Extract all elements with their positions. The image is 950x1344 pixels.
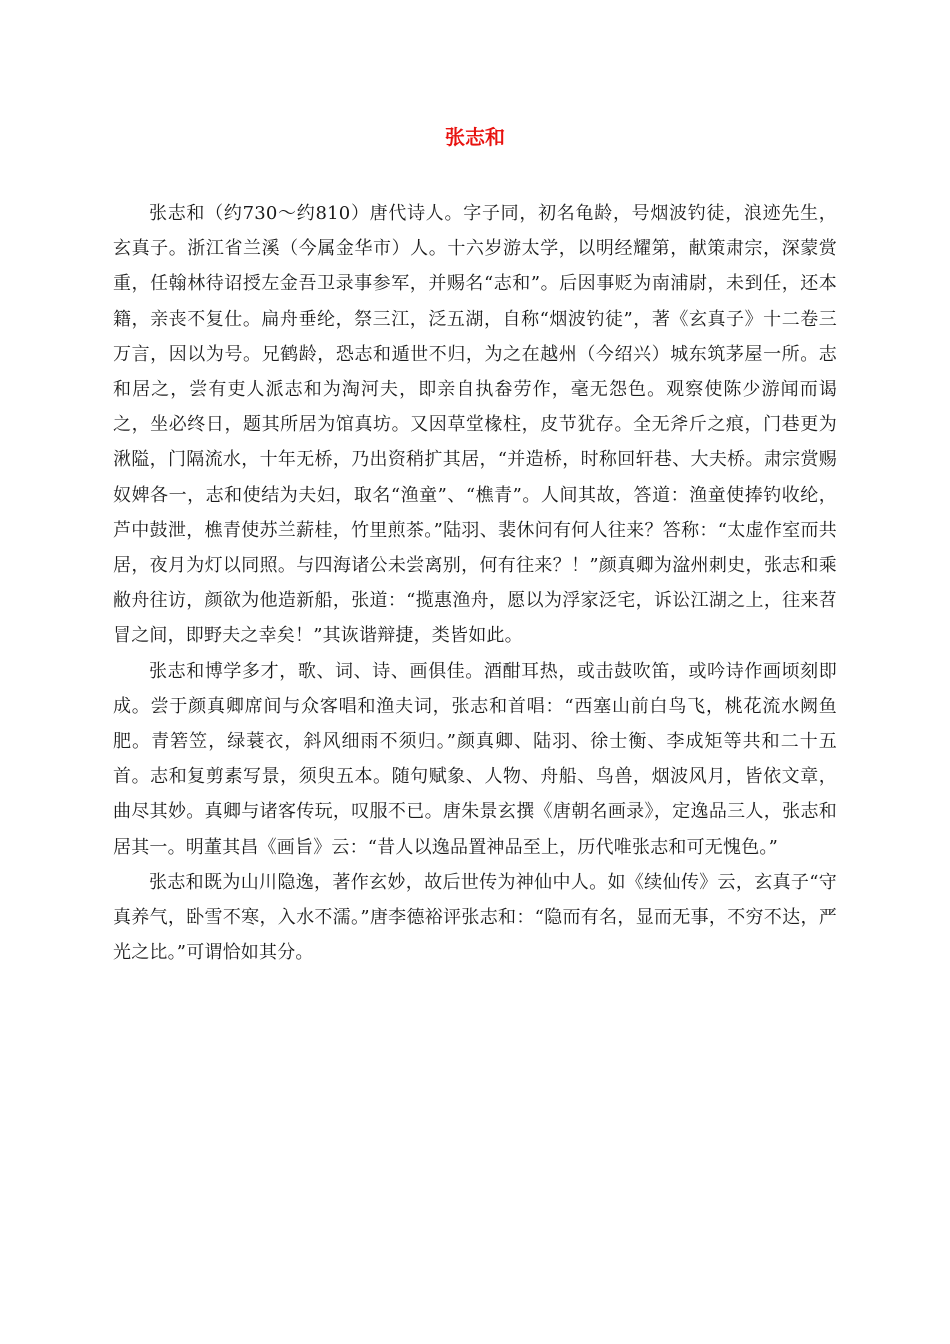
paragraph-biography: 张志和（约730～约810）唐代诗人。字子同，初名龟龄，号烟波钓徒，浪迹先生，玄真子。浙江省兰溪（今属金华市）人。十六岁游太学，以明经耀第，献策肃宗，深蒙赏重，任翰林待诏授左金吾卫录事参军，并赐名“志和”。后因事贬为南浦尉，未到任，还本籍，亲丧不复仕。扁舟垂纶，祭三江，泛五湖，自称“烟波钓徒”，著《玄真子》十二卷三万言，因以为号。兄鹤龄，恐志和遁世不归，为之在越州（今绍兴）城东筑茅屋一所。志和居之，尝有吏人派志和为淘河夫，即亲自执畚劳作，毫无怨色。观察使陈少游闻而谒之，坐必终日，题其所居为馆真坊。又因草堂椽柱，皮节犹存。全无斧斤之痕，门巷更为湫隘，门隔流水，十年无桥，乃出资稍扩其居，“并造桥，时称回轩巷、大夫桥。肃宗赏赐奴婢各一，志和使结为夫妇，取名“渔童”、“樵青”。人间其故，答道：渔童使捧钓收纶，芦中鼓泄，樵青使苏兰薪桂，竹里煎茶。”陆羽、裴休问有何人往来？答称：“太虚作室而共居，夜月为灯以同照。与四海诸公未尝离别，何有往来？！”颜真卿为湓州刺史，张志和乘敝舟往访，颜欲为他造新船，张道：“揽惠渔舟，愿以为浮家泛宅，诉讼江湖之上，往来苕冒之间，即野夫之幸矣！”其诙谐辩捷，类皆如此。: [113, 203, 837, 647]
paragraph-legacy: 张志和既为山川隐逸，著作玄妙，故后世传为神仙中人。如《续仙传》云，玄真子“守真养气，卧雪不寒，入水不濡。”唐李德裕评张志和：“隐而有名，显而无事，不穷不达，严光之比。”可谓恰如其分。: [113, 871, 837, 964]
paragraph-arts: 张志和博学多才，歌、词、诗、画俱佳。酒酣耳热，或击鼓吹笛，或吟诗作画顷刻即成。尝于颜真卿席间与众客唱和渔夫词，张志和首唱：“西塞山前白鸟飞，桃花流水阙鱼肥。青箬笠，绿蓑衣，斜风细雨不须归。”颜真卿、陆羽、徐士衡、李成矩等共和二十五首。志和复剪素写景，须臾五本。随句赋象、人物、舟船、鸟兽，烟波风月，皆依文章，曲尽其妙。真卿与诸客传玩，叹服不已。唐朱景玄撰《唐朝名画录》，定逸品三人，张志和居其一。明董其昌《画旨》云：“昔人以逸品置神品至上，历代唯张志和可无愧色。”: [113, 660, 837, 858]
page-title: 张志和: [445, 125, 505, 149]
document-body: [113, 196, 837, 970]
